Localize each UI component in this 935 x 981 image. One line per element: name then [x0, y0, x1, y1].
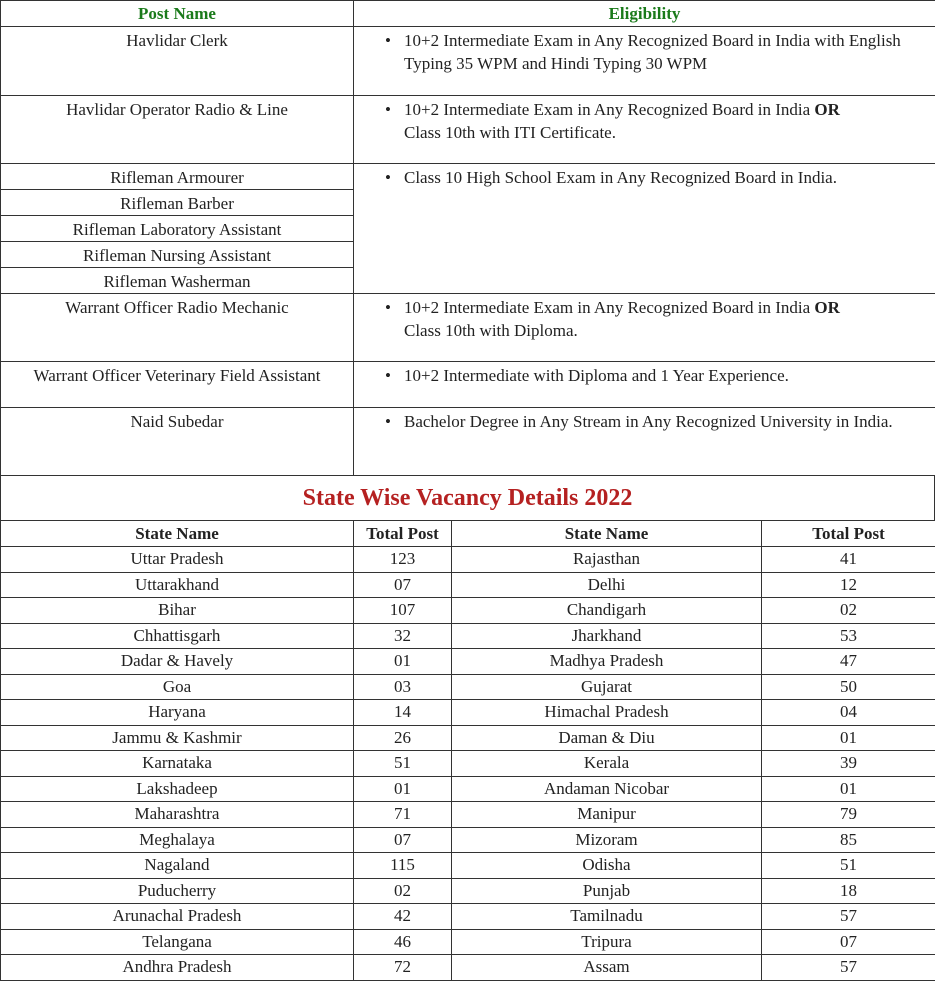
- eligibility-cell: [354, 164, 935, 294]
- table-row: [1, 802, 935, 828]
- state-name: Goa: [1, 674, 354, 700]
- eligibility-item: • Class 10 High School Exam in Any Recognized Board in India.: [404, 166, 929, 189]
- state-name: Assam: [452, 955, 762, 981]
- total-post: 51: [354, 751, 452, 777]
- state-name-header: State Name: [452, 521, 762, 547]
- total-post: 51: [762, 853, 935, 879]
- table-row: [1, 623, 935, 649]
- state-name: Rajasthan: [452, 547, 762, 573]
- total-post: 123: [354, 547, 452, 573]
- state-rows: [1, 547, 935, 981]
- post-name: Rifleman Barber: [1, 190, 354, 216]
- total-post: 07: [354, 572, 452, 598]
- state-name: Haryana: [1, 700, 354, 726]
- total-post-header: Total Post: [762, 521, 935, 547]
- total-post: 57: [762, 955, 935, 981]
- state-name: Mizoram: [452, 827, 762, 853]
- state-name: Tamilnadu: [452, 904, 762, 930]
- table-row: [1, 649, 935, 675]
- state-name: Himachal Pradesh: [452, 700, 762, 726]
- state-name: Telangana: [1, 929, 354, 955]
- state-name: Chandigarh: [452, 598, 762, 624]
- eligibility-item: • 10+2 Intermediate Exam in Any Recognized Board in India OR Class 10th with Diploma.: [404, 296, 929, 342]
- table-row: [1, 96, 935, 164]
- total-post: 85: [762, 827, 935, 853]
- table-row: [1, 547, 935, 573]
- total-post: 02: [354, 878, 452, 904]
- total-post: 46: [354, 929, 452, 955]
- state-name: Dadar & Havely: [1, 649, 354, 675]
- state-title-table: [0, 475, 935, 521]
- eligibility-header-row: [1, 1, 935, 27]
- post-name: Rifleman Laboratory Assistant: [1, 216, 354, 242]
- state-name: Punjab: [452, 878, 762, 904]
- post-name: Rifleman Armourer: [1, 164, 354, 190]
- state-name: Chhattisgarh: [1, 623, 354, 649]
- total-post: 115: [354, 853, 452, 879]
- table-row: [1, 751, 935, 777]
- state-name: Odisha: [452, 853, 762, 879]
- table-row: [1, 164, 935, 190]
- or-keyword: OR: [814, 298, 840, 317]
- table-row: [1, 878, 935, 904]
- total-post: 57: [762, 904, 935, 930]
- total-post: 18: [762, 878, 935, 904]
- table-row: [1, 572, 935, 598]
- table-row: [1, 929, 935, 955]
- table-row: [1, 955, 935, 981]
- state-name: Jharkhand: [452, 623, 762, 649]
- table-row: [1, 598, 935, 624]
- eligibility-cell: [354, 96, 935, 164]
- total-post: 04: [762, 700, 935, 726]
- state-name: Meghalaya: [1, 827, 354, 853]
- total-post: 26: [354, 725, 452, 751]
- state-name: Puducherry: [1, 878, 354, 904]
- state-name: Kerala: [452, 751, 762, 777]
- total-post: 01: [354, 649, 452, 675]
- eligibility-cell: [354, 294, 935, 362]
- table-row: [1, 362, 935, 408]
- total-post: 03: [354, 674, 452, 700]
- table-row: [1, 776, 935, 802]
- total-post: 12: [762, 572, 935, 598]
- state-name: Madhya Pradesh: [452, 649, 762, 675]
- eligibility-table: [0, 0, 935, 476]
- state-header-row: [1, 521, 935, 547]
- table-row: [1, 904, 935, 930]
- state-name: Lakshadeep: [1, 776, 354, 802]
- total-post: 01: [762, 776, 935, 802]
- total-post: 32: [354, 623, 452, 649]
- total-post: 42: [354, 904, 452, 930]
- table-row: [1, 853, 935, 879]
- state-name: Tripura: [452, 929, 762, 955]
- total-post: 39: [762, 751, 935, 777]
- state-name: Jammu & Kashmir: [1, 725, 354, 751]
- eligibility-item: • 10+2 Intermediate with Diploma and 1 Year Experience.: [404, 364, 929, 387]
- eligibility-cell: [354, 408, 935, 476]
- state-name: Delhi: [452, 572, 762, 598]
- state-name: Karnataka: [1, 751, 354, 777]
- state-name: Daman & Diu: [452, 725, 762, 751]
- post-name: Havlidar Clerk: [1, 27, 354, 96]
- table-row: [1, 725, 935, 751]
- total-post: 01: [762, 725, 935, 751]
- total-post: 50: [762, 674, 935, 700]
- total-post: 79: [762, 802, 935, 828]
- post-name-header: Post Name: [1, 1, 354, 27]
- eligibility-cell: [354, 27, 935, 96]
- state-name-header: State Name: [1, 521, 354, 547]
- total-post: 71: [354, 802, 452, 828]
- state-name: Andhra Pradesh: [1, 955, 354, 981]
- post-name: Naid Subedar: [1, 408, 354, 476]
- table-row: [1, 700, 935, 726]
- post-name: Rifleman Nursing Assistant: [1, 242, 354, 268]
- total-post: 53: [762, 623, 935, 649]
- table-row: [1, 294, 935, 362]
- total-post: 41: [762, 547, 935, 573]
- state-name: Maharashtra: [1, 802, 354, 828]
- post-name: Warrant Officer Veterinary Field Assistant: [1, 362, 354, 408]
- eligibility-cell: [354, 362, 935, 408]
- post-name: Havlidar Operator Radio & Line: [1, 96, 354, 164]
- eligibility-header: Eligibility: [354, 1, 935, 27]
- total-post: 107: [354, 598, 452, 624]
- state-name: Manipur: [452, 802, 762, 828]
- or-keyword: OR: [814, 100, 840, 119]
- total-post: 01: [354, 776, 452, 802]
- table-row: [1, 408, 935, 476]
- total-post: 72: [354, 955, 452, 981]
- state-name: Bihar: [1, 598, 354, 624]
- state-name: Gujarat: [452, 674, 762, 700]
- total-post: 14: [354, 700, 452, 726]
- table-row: [1, 827, 935, 853]
- state-name: Arunachal Pradesh: [1, 904, 354, 930]
- eligibility-item: • 10+2 Intermediate Exam in Any Recognized Board in India OR Class 10th with ITI Certificate.: [404, 98, 929, 144]
- table-row: [1, 674, 935, 700]
- eligibility-item: • 10+2 Intermediate Exam in Any Recognized Board in India with English Typing 35 WPM and Hindi Typing 30 WPM: [404, 29, 929, 75]
- state-name: Nagaland: [1, 853, 354, 879]
- total-post: 47: [762, 649, 935, 675]
- state-name: Uttarakhand: [1, 572, 354, 598]
- section-title: State Wise Vacancy Details 2022: [1, 476, 935, 521]
- state-name: Uttar Pradesh: [1, 547, 354, 573]
- total-post: 02: [762, 598, 935, 624]
- post-name: Warrant Officer Radio Mechanic: [1, 294, 354, 362]
- total-post-header: Total Post: [354, 521, 452, 547]
- state-vacancy-table: [0, 520, 935, 981]
- state-name: Andaman Nicobar: [452, 776, 762, 802]
- total-post: 07: [762, 929, 935, 955]
- table-row: [1, 27, 935, 96]
- eligibility-item: • Bachelor Degree in Any Stream in Any Recognized University in India.: [404, 410, 929, 433]
- total-post: 07: [354, 827, 452, 853]
- post-name: Rifleman Washerman: [1, 268, 354, 294]
